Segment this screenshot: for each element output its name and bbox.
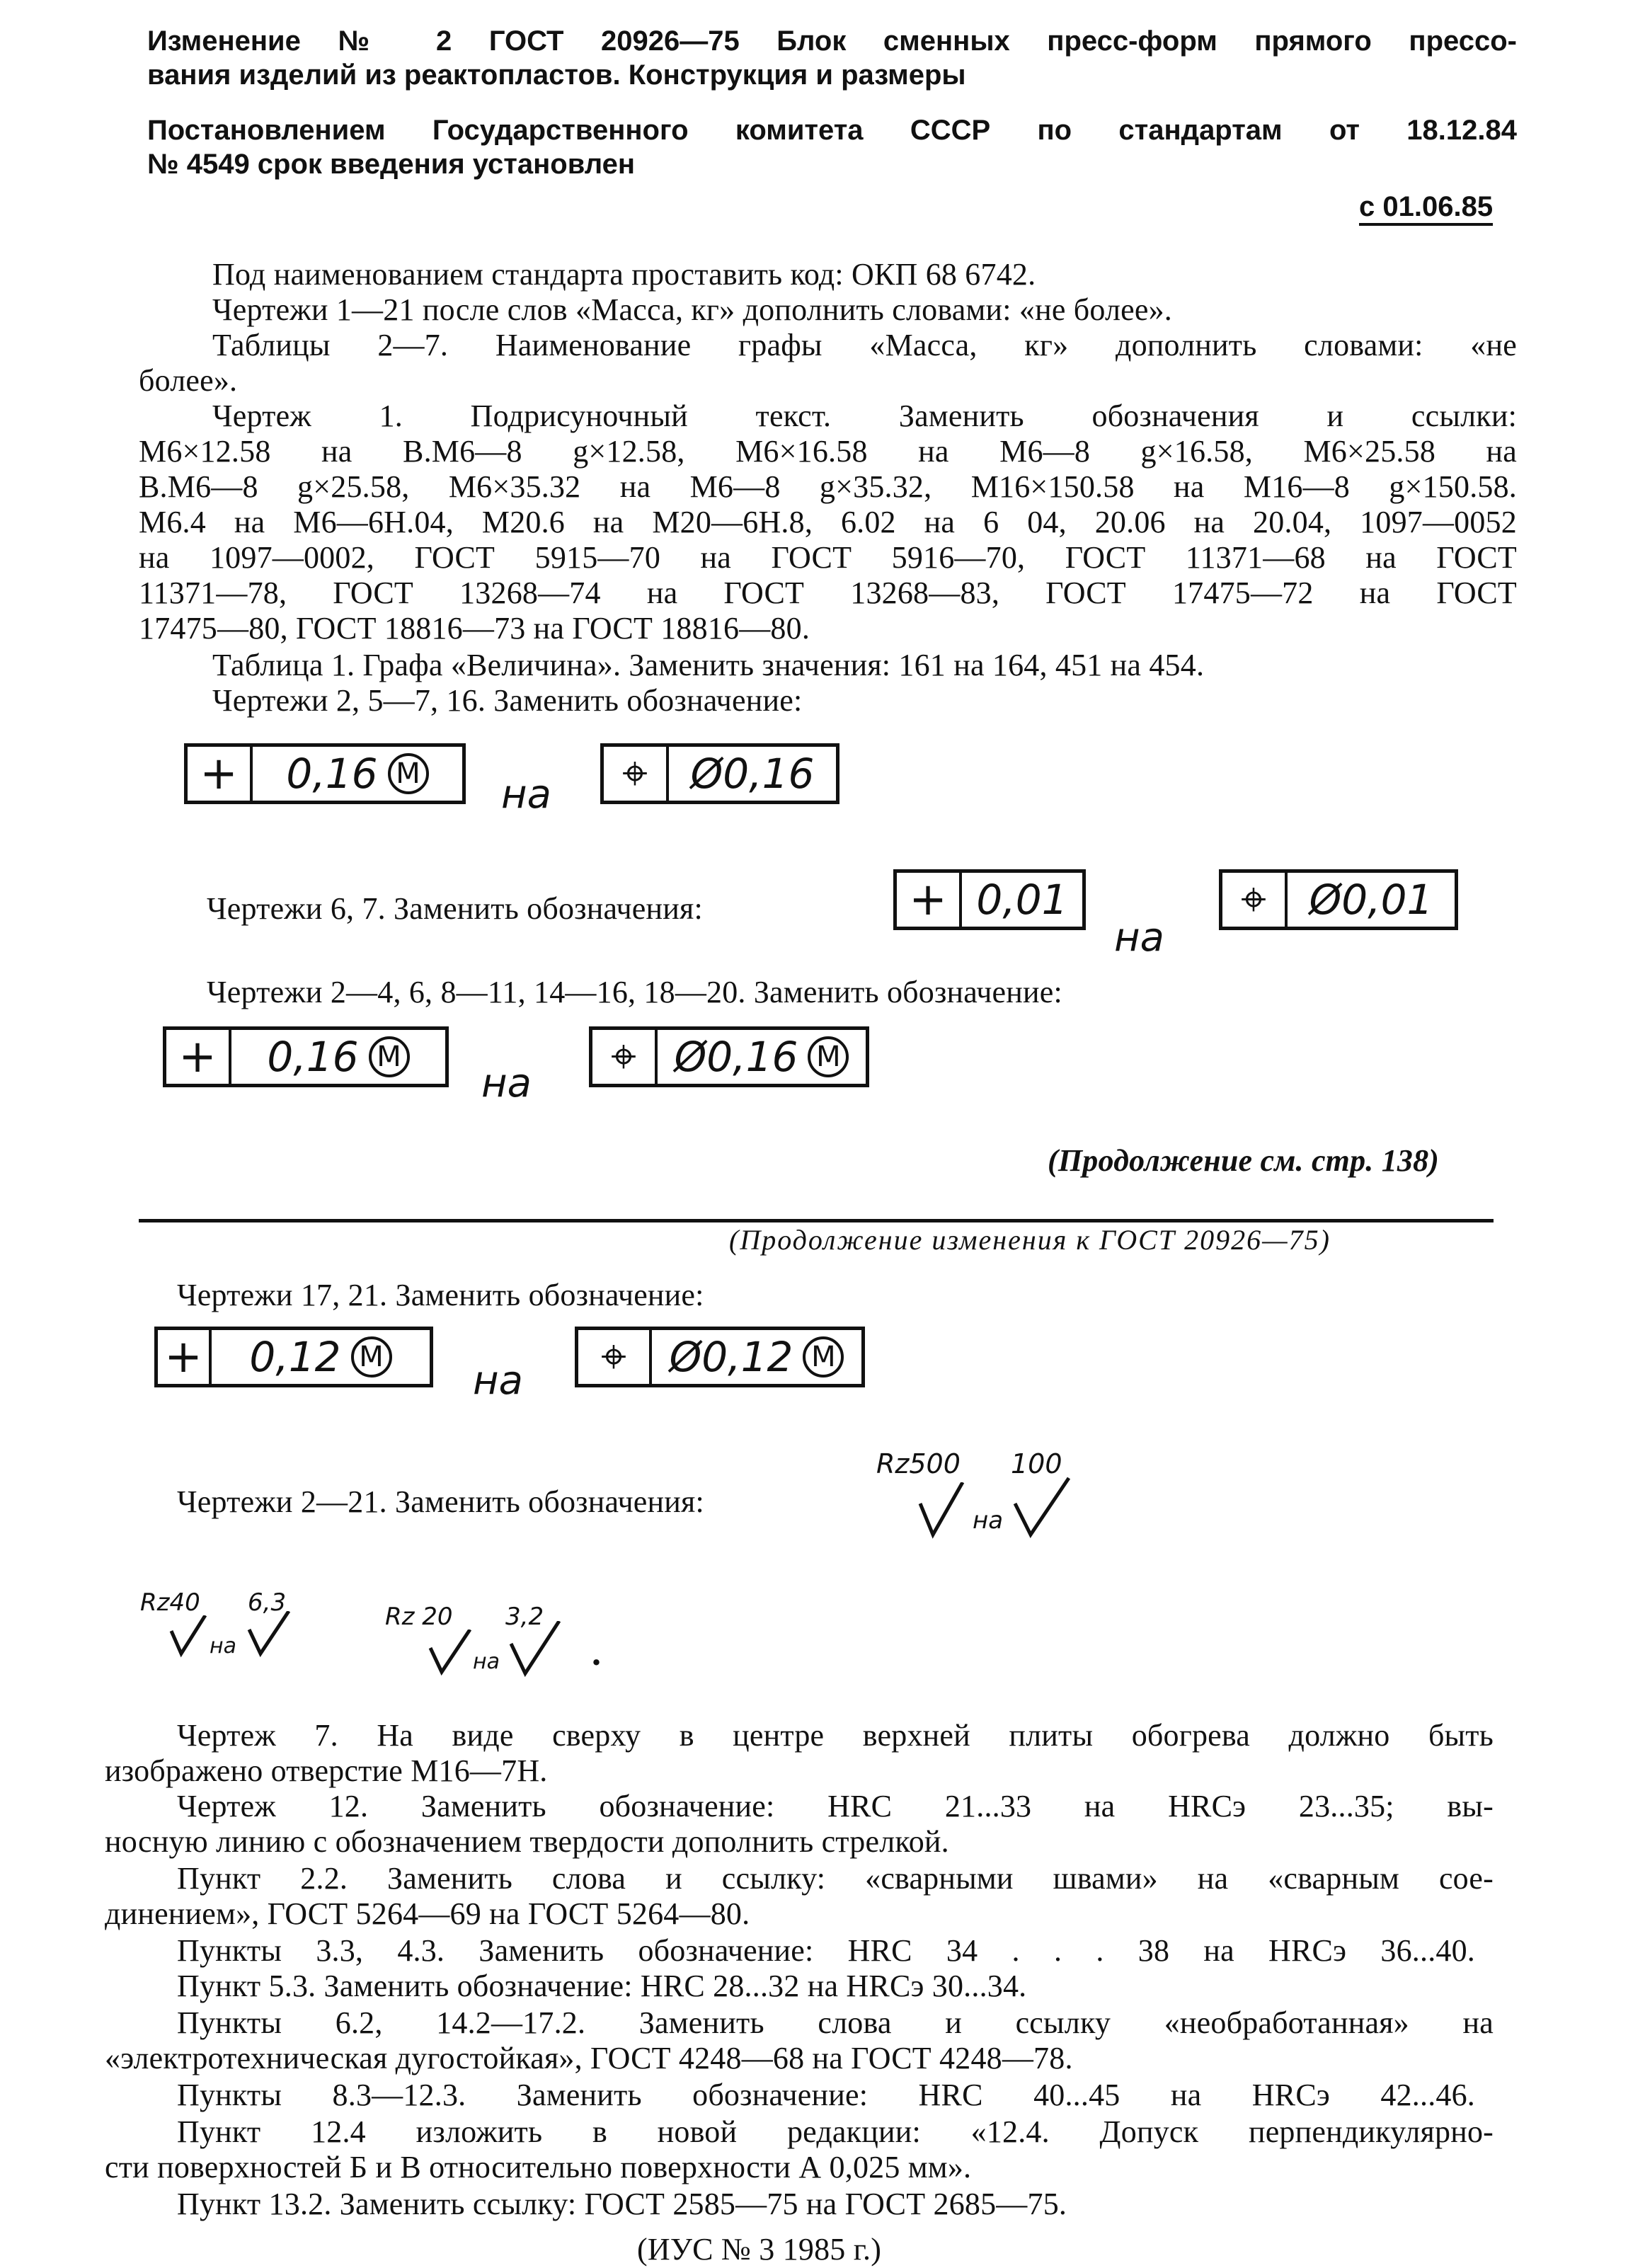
roughness-symbol-old	[428, 1630, 474, 1676]
position-symbol: ⌖	[578, 1330, 652, 1384]
position-symbol: ⌖	[604, 747, 669, 801]
plus-symbol: +	[166, 1030, 231, 1084]
roughness-symbol-new	[508, 1621, 565, 1678]
replace-word: на	[973, 1506, 1004, 1535]
paragraph-table-1: Таблица 1. Графа «Величина». Заменить значения: 161 на 164, 451 на 454.	[212, 648, 1205, 682]
roughness-old-label: Rz 20	[385, 1603, 453, 1631]
paragraph-drawings-17-21: Чертежи 17, 21. Заменить обозначение:	[177, 1278, 704, 1312]
tolerance-frame-new	[575, 1327, 865, 1387]
paragraph-line: динением», ГОСТ 5264—69 на ГОСТ 5264—80.	[105, 1896, 750, 1931]
paragraph-line: Пункты 6.2, 14.2—17.2. Заменить слова и ссылку «необработанная» на	[177, 2005, 1494, 2040]
paragraph-line: Пункт 5.3. Заменить обозначение: HRC 28...32 на HRCэ 30...34.	[177, 1969, 1027, 2003]
paragraph-tables-2-7-cont: более».	[139, 363, 238, 398]
tolerance-value: Ø0,12	[669, 1333, 793, 1381]
paragraph-line: «электротехническая дугостойкая», ГОСТ 4248—68 на ГОСТ 4248—78.	[105, 2041, 1073, 2075]
plus-symbol: +	[158, 1330, 212, 1384]
circled-m-symbol: M	[808, 1036, 849, 1077]
paragraph-line: Пункт 2.2. Заменить слова и ссылку: «сварными швами» на «сварным сое-	[177, 1861, 1494, 1896]
paragraph-line: Чертеж 12. Заменить обозначение: HRC 21...33 на HRCэ 23...35; вы-	[177, 1789, 1494, 1823]
roughness-new-label: 6,3	[248, 1588, 287, 1617]
title-line-1: Изменение № 2 ГОСТ 20926—75 Блок сменных пресс-форм прямого прессо-	[147, 25, 1517, 57]
footer-issue-ref: (ИУС № 3 1985 г.)	[637, 2232, 882, 2267]
position-symbol: ⌖	[592, 1030, 658, 1084]
roughness-old-label: Rz500	[876, 1448, 961, 1479]
tolerance-frame-new	[589, 1026, 869, 1087]
tolerance-value: Ø0,16	[674, 1033, 798, 1081]
tolerance-value: Ø0,01	[1309, 876, 1433, 924]
paragraph-drawings-2-5-7-16: Чертежи 2, 5—7, 16. Заменить обозначение:	[212, 683, 803, 718]
paragraph-drawing-1-line: М6.4 на М6—6Н.04, М20.6 на М20—6Н.8, 6.02 на 6 04, 20.06 на 20.04, 1097—0052	[139, 505, 1517, 539]
paragraph-tables-2-7: Таблицы 2—7. Наименование графы «Масса, кг» дополнить словами: «не	[212, 328, 1517, 362]
paragraph-line: Чертеж 7. На виде сверху в центре верхней плиты обогрева должно быть	[177, 1718, 1494, 1753]
continued-note: (Продолжение см. стр. 138)	[1048, 1143, 1440, 1178]
circled-m-symbol: M	[369, 1036, 410, 1077]
replace-word: на	[501, 772, 551, 818]
paragraph-drawings-1-21: Чертежи 1—21 после слов «Масса, кг» дополнить словами: «не более».	[212, 292, 1172, 327]
tolerance-frame-old	[154, 1327, 433, 1387]
circled-m-symbol: M	[388, 753, 429, 794]
paragraph-drawing-1-line: В.М6—8 g×25.58, М6×35.32 на М6—8 g×35.32, М16×150.58 на М16—8 g×150.58.	[139, 469, 1517, 504]
replace-word: на	[473, 1649, 500, 1674]
paragraph-drawing-1-line: на 1097—0002, ГОСТ 5915—70 на ГОСТ 5916—70, ГОСТ 11371—68 на ГОСТ	[139, 540, 1517, 575]
paragraph-line: сти поверхностей Б и В относительно поверхности А 0,025 мм».	[105, 2150, 972, 2184]
tolerance-value: Ø0,16	[690, 750, 815, 798]
paragraph-okp-code: Под наименованием стандарта проставить код: ОКП 68 6742.	[212, 257, 1036, 292]
roughness-new-label: 3,2	[505, 1603, 544, 1631]
decree-line-1: Постановлением Государственного комитета СССР по стандартам от 18.12.84	[147, 115, 1517, 146]
tolerance-frame-old	[184, 743, 466, 804]
paragraph-line: изображено отверстие М16—7Н.	[105, 1753, 548, 1788]
effective-date: с 01.06.85	[1359, 191, 1494, 222]
paragraph-line: носную линию с обозначением твердости дополнить стрелкой.	[105, 1824, 949, 1859]
paragraph-line: Пункты 8.3—12.3. Заменить обозначение: HRC 40...45 на HRCэ 42...46.	[177, 2078, 1475, 2112]
sentence-dot: .	[592, 1633, 602, 1673]
continuation-header: (Продолжение изменения к ГОСТ 20926—75)	[729, 1224, 1331, 1256]
title-line-2: вания изделий из реактопластов. Конструкция и размеры	[147, 59, 966, 91]
paragraph-drawings-2-21: Чертежи 2—21. Заменить обозначения:	[177, 1484, 704, 1519]
paragraph-drawing-1-line: Чертеж 1. Подрисуночный текст. Заменить обозначения и ссылки:	[212, 399, 1517, 433]
roughness-new-label: 100	[1011, 1448, 1062, 1479]
replace-word: на	[481, 1060, 532, 1106]
tolerance-value: 0,12	[249, 1333, 341, 1381]
page-divider	[139, 1219, 1494, 1222]
tolerance-frame-new	[1219, 869, 1458, 930]
paragraph-drawings-2-20: Чертежи 2—4, 6, 8—11, 14—16, 18—20. Заменить обозначение:	[207, 975, 1062, 1009]
tolerance-value: 0,01	[976, 876, 1068, 924]
paragraph-line: Пункт 13.2. Заменить ссылку: ГОСТ 2585—75 на ГОСТ 2685—75.	[177, 2187, 1067, 2221]
tolerance-frame-old	[893, 869, 1086, 930]
paragraph-drawing-1-line: 11371—78, ГОСТ 13268—74 на ГОСТ 13268—83, ГОСТ 17475—72 на ГОСТ	[139, 575, 1517, 610]
paragraph-line: Пункты 3.3, 4.3. Заменить обозначение: HRC 34 . . . 38 на HRCэ 36...40.	[177, 1933, 1475, 1968]
roughness-old-label: Rz40	[140, 1588, 200, 1617]
paragraph-drawings-6-7: Чертежи 6, 7. Заменить обозначения:	[207, 891, 703, 926]
position-symbol: ⌖	[1222, 873, 1288, 927]
replace-word: на	[473, 1358, 523, 1404]
circled-m-symbol: M	[351, 1336, 392, 1378]
roughness-symbol-new	[246, 1611, 293, 1658]
plus-symbol: +	[188, 747, 253, 801]
circled-m-symbol: M	[803, 1336, 844, 1378]
tolerance-value: 0,16	[267, 1033, 359, 1081]
tolerance-frame-old	[163, 1026, 449, 1087]
replace-word: на	[1114, 915, 1164, 961]
tolerance-value: 0,16	[286, 750, 378, 798]
plus-symbol: +	[897, 873, 962, 927]
paragraph-line: Пункт 12.4 изложить в новой редакции: «12.4. Допуск перпендикулярно-	[177, 2114, 1494, 2149]
tolerance-frame-new	[600, 743, 839, 804]
roughness-symbol-new	[1012, 1475, 1076, 1539]
decree-line-2: № 4549 срок введения установлен	[147, 149, 636, 180]
paragraph-drawing-1-line: 17475—80, ГОСТ 18816—73 на ГОСТ 18816—80.	[139, 611, 810, 646]
replace-word: на	[210, 1634, 236, 1659]
roughness-symbol-old	[168, 1615, 211, 1658]
paragraph-drawing-1-line: М6×12.58 на В.М6—8 g×12.58, М6×16.58 на М6—8 g×16.58, М6×25.58 на	[139, 434, 1517, 469]
roughness-symbol-old	[917, 1482, 974, 1539]
